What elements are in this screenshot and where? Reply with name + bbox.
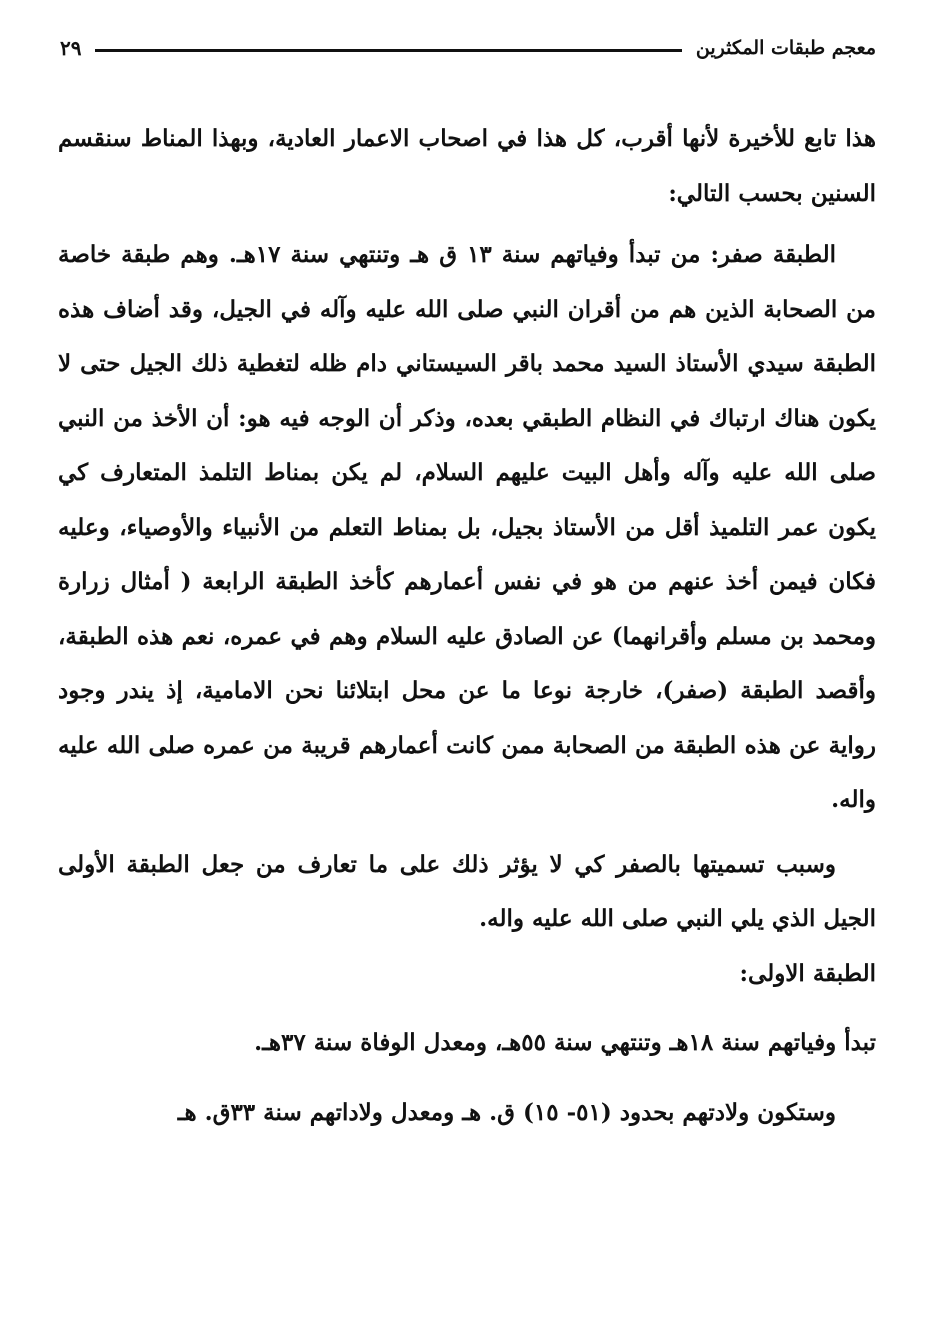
tabaqa-zero-paragraph: الطبقة صفر: من تبدأ وفياتهم سنة ١٣ ق هـ وتنتهي سنة ١٧هـ. وهم طبقة خاصة من الصحابة الذين هم من أقران النبي صلى الله عليه وآله في الجيل، وقد أضاف هذه الطبقة سيدي الأستاذ السيد محمد باقر السيستاني دام ظله لتغطية ذلك الجيل حتى لا يكون هناك ارتباك في النظام الطبقي بعده، وذكر أن الوجه فيه هو: أن الأخذ من النبي صلى الله عليه وآله وأهل البيت عليهم السلام، لم يكن بمناط التلمذ المتعارف كي يكون عمر التلميذ أقل من الأستاذ بجيل، بل بمناط التعلم من الأنبياء والأوصياء، وعليه فكان فيمن أخذ عنهم من هو في نفس أعمارهم كأخذ الطبقة الرابعة ( أمثال زرارة ومحمد بن مسلم وأقرانهما) عن الصادق عليه السلام وهم في عمره، نعم هذه الطبقة، وأقصد الطبقة (صفر)، خارجة نوعا ما عن محل ابتلائنا نحن الامامية، إذ يندر وجود رواية عن هذه الطبقة من الصحابة ممن كانت أعمارهم قريبة من عمره صلى الله عليه واله. <box>58 241 876 813</box>
death-dates-paragraph: تبدأ وفياتهم سنة ١٨هـ وتنتهي سنة ٥٥هـ، ومعدل الوفاة سنة ٣٧هـ. <box>254 1029 876 1056</box>
naming-reason-paragraph: وسبب تسميتها بالصفر كي لا يؤثر ذلك على ما تعارف من جعل الطبقة الأولى الجيل الذي يلي النبي صلى الله عليه واله. <box>58 850 876 932</box>
intro-paragraph: هذا تابع للأخيرة لأنها أقرب، كل هذا في اصحاب الاعمار العادية، وبهذا المناط سنقسم السنين بحسب التالي: <box>58 125 876 207</box>
running-title: معجم طبقات المكثرين <box>695 37 876 59</box>
page-number: ٢٩ <box>60 36 82 60</box>
birth-dates-paragraph: وستكون ولادتهم بحدود (٥١- ١٥) ق. هـ ومعدل ولاداتهم سنة ٣٣ق. هـ <box>177 1098 836 1126</box>
header-rule <box>95 49 681 52</box>
page-body <box>58 112 876 1140</box>
section-heading: الطبقة الاولى: <box>739 959 876 987</box>
page-header <box>50 28 876 68</box>
